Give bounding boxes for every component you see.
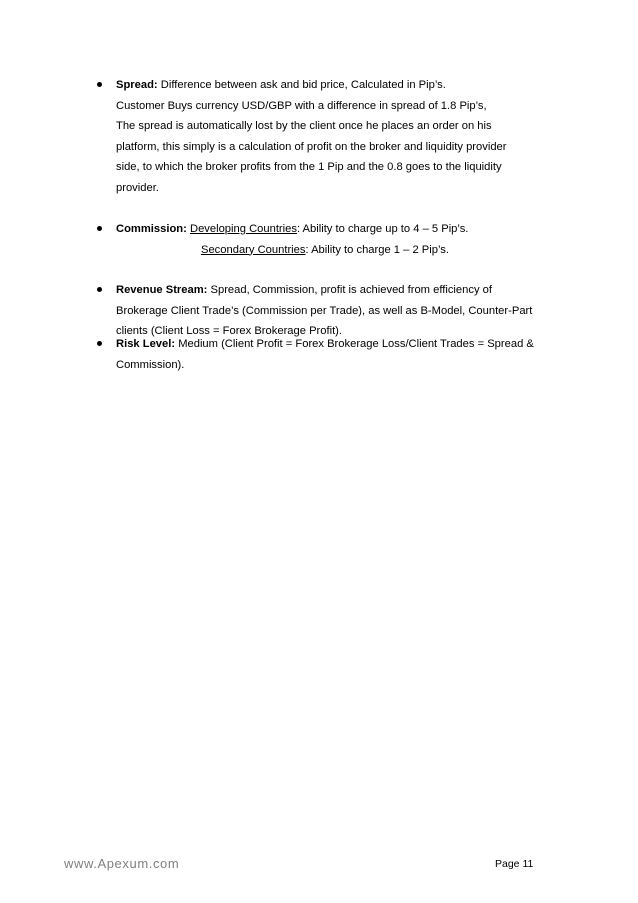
spread-line-1: Difference between ask and bid price, Calculated in Pip’s.	[160, 79, 446, 91]
spread-line-5: side, to which the broker profits from the 1 Pip and the 0.8 goes to the liquidity	[116, 161, 502, 173]
footer-page-number: Page 11	[495, 858, 534, 870]
revenue-line-1: Spread, Commission, profit is achieved from efficiency of	[210, 284, 492, 296]
commission-developing-text: : Ability to charge up to 4 – 5 Pip’s.	[296, 223, 469, 235]
bullet-risk-level	[96, 334, 566, 375]
spread-line-2: Customer Buys currency USD/GBP with a difference in spread of 1.8 Pip’s,	[116, 99, 487, 112]
spread-line-6: provider.	[116, 181, 159, 194]
spread-term: Spread:	[116, 79, 158, 91]
spread-line-3: The spread is automatically lost by the client once he places an order on his	[116, 120, 492, 132]
risk-line-2: Commission).	[116, 358, 185, 371]
bullet-icon	[97, 82, 102, 87]
bullet-icon	[97, 226, 102, 231]
bullet-commission	[96, 219, 566, 260]
revenue-line-3: clients (Client Loss = Forex Brokerage Profit).	[116, 325, 343, 337]
spread-line-4: platform, this simply is a calculation of profit on the broker and liquidity provider	[116, 140, 507, 153]
bullet-icon	[97, 341, 102, 346]
revenue-term: Revenue Stream:	[116, 284, 208, 296]
bullet-revenue-stream	[96, 280, 566, 342]
bullet-spread	[96, 75, 566, 198]
footer-website: www.Apexum.com	[64, 856, 180, 871]
commission-developing-label: Developing Countries	[189, 223, 297, 235]
risk-term: Risk Level:	[116, 338, 176, 350]
commission-secondary-label: Secondary Countries	[201, 243, 306, 256]
revenue-line-2: Brokerage Client Trade’s (Commission per Trade), as well as B-Model, Counter-Part	[116, 304, 533, 317]
commission-term: Commission:	[116, 223, 187, 235]
risk-line-1: Medium (Client Profit = Forex Brokerage Loss/Client Trades = Spread &	[178, 338, 534, 350]
bullet-icon	[97, 287, 102, 292]
commission-secondary-text: : Ability to charge 1 – 2 Pip’s.	[305, 243, 449, 256]
